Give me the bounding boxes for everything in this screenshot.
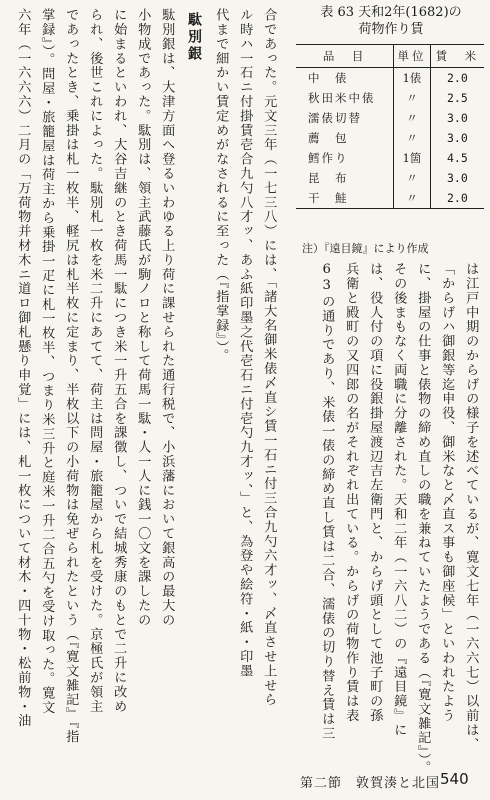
table-title-line1: 表 63 天和2年(1682)の bbox=[320, 5, 462, 20]
text-column: 合であった。元文三年（一七三八）には、「諸大名御米俵〆直シ賃一石ニ付三合九勺六才ッ、〆直させ上せら bbox=[261, 8, 277, 707]
table-cell-unit: 〃 bbox=[394, 168, 431, 188]
text-column: に始まるといわれ、大谷吉継のとき荷馬一駄につき米一升五合を課徴し、ついで結城秀康のもとで二升に改め bbox=[111, 8, 127, 714]
table-cell-value: 2.5 bbox=[430, 88, 484, 108]
table-header-value: 賃 米 bbox=[430, 45, 484, 68]
text-column: であったとき、乗掛は札一枚半、軽尻は札半枚に定まり、半枚以下の小荷物は免ぜられたという（『寛文雑記』『指 bbox=[63, 8, 79, 744]
table-cell-value: 3.0 bbox=[430, 128, 484, 148]
text-column: 掌録』）。問屋・旅籠屋は荷主から乗掛一疋に札一枚半、つまり米三升と庭米一升二合五勺を受け取った。寛文 bbox=[39, 8, 55, 715]
table-row bbox=[296, 188, 484, 209]
text-column: 駄別銀は、大津方面へ登るいわゆる上り荷に課せられた通行税で、小浜藩において銀高の最大の bbox=[159, 8, 175, 628]
text-column: 代まで細かい賃定めがなされるに至った（『指掌録』）。 bbox=[213, 8, 229, 363]
text-column: 兵衛と殿町の又四郎の名がそれぞれ出ている。からげの荷物作り賃は表 bbox=[343, 262, 359, 723]
text-column: 小物成であった。駄別は、領主武藤氏が駒ノロと称して荷馬一駄・人一人に銭一〇文を課したの bbox=[135, 8, 151, 628]
table-cell-item: 干 鮭 bbox=[296, 188, 394, 209]
table-title bbox=[296, 4, 486, 38]
text-column: 「からげハ御銀等迄申役、御米なと〆直ス事も御座候」といわれたよう bbox=[439, 262, 455, 723]
table-cell-value: 3.0 bbox=[430, 108, 484, 128]
table-header-unit: 単位 bbox=[394, 45, 431, 68]
text-column: に、掛屋の仕事と俵物の締め直しの職を兼ねていたようである（『寛文雑記』）。 bbox=[415, 262, 431, 775]
table-cell-value: 2.0 bbox=[430, 68, 484, 89]
table-cell-item: 昆 布 bbox=[308, 171, 349, 185]
page-number: 540 bbox=[440, 770, 469, 788]
text-column: その後まもなく両職に分離された。天和二年（一六八二）の『遠目鏡』に bbox=[391, 262, 407, 738]
table-cell-value: 2.0 bbox=[430, 188, 484, 209]
running-footer: 第二節 敦賀湊と北国 bbox=[300, 776, 441, 791]
table-title-line2: 荷物作り賃 bbox=[358, 22, 424, 37]
text-column: 六年（一六六六）二月の「万荷物并材木ニ道ロ御札懸り申覚」には、札一枚について材木・四十物・松前物・油 bbox=[15, 8, 31, 728]
table-cell-value: 3.0 bbox=[430, 168, 484, 188]
text-column: られ、後世これによった。駄別札一枚を米二升にあてて、荷主は問屋・旅籠屋から札を受けた。京極氏が領主 bbox=[87, 8, 103, 714]
table-cell-unit: 1箇 bbox=[394, 148, 431, 168]
table-cell-unit: 〃 bbox=[394, 88, 431, 108]
table-cell-unit: 〃 bbox=[394, 108, 431, 128]
table-cell-item: 薦 包 bbox=[308, 131, 349, 145]
table-cell-unit: 〃 bbox=[394, 188, 431, 209]
table-row bbox=[296, 148, 484, 168]
table-note: 注）『遠目鏡』により作成 bbox=[302, 242, 429, 255]
text-column: は江戸中期のからげの様子を述べているが、寛文七年（一六六七）以前は、 bbox=[463, 262, 479, 752]
table-header-row bbox=[296, 45, 484, 68]
table-cell-item: 鱈作り bbox=[308, 151, 349, 165]
table-cell-unit: 〃 bbox=[394, 128, 431, 148]
table-cell-unit: 1俵 bbox=[394, 68, 431, 89]
text-column: 63の通りであり、米俵一俵の締め直し賃は二合、濡俵の切り替え賃は三 bbox=[319, 262, 335, 741]
table-row bbox=[296, 128, 484, 148]
table-cell-item: 濡俵切替 bbox=[308, 111, 362, 125]
text-column: は、役人付の項に役銀掛屋渡辺吉左衛門と、からげ頭として池子町の孫 bbox=[367, 262, 383, 723]
table-cell-value: 4.5 bbox=[430, 148, 484, 168]
table-row bbox=[296, 168, 484, 188]
table-row bbox=[296, 88, 484, 108]
table-row bbox=[296, 68, 484, 89]
table-cell-item: 中 俵 bbox=[308, 71, 349, 85]
table-header-item: 品 目 bbox=[296, 45, 394, 68]
table-row bbox=[296, 108, 484, 128]
text-column: ル時ハ一石ニ付掛賃壱合九勺八才ッ、あふ紙印墨之代壱石ニ付壱勺九才ッ、」と、為登や絵符・紙・印墨 bbox=[237, 8, 253, 679]
fee-table bbox=[296, 44, 484, 209]
section-heading: 駄別銀 bbox=[186, 12, 202, 63]
table-cell-item: 秋田米中俵 bbox=[308, 91, 376, 105]
